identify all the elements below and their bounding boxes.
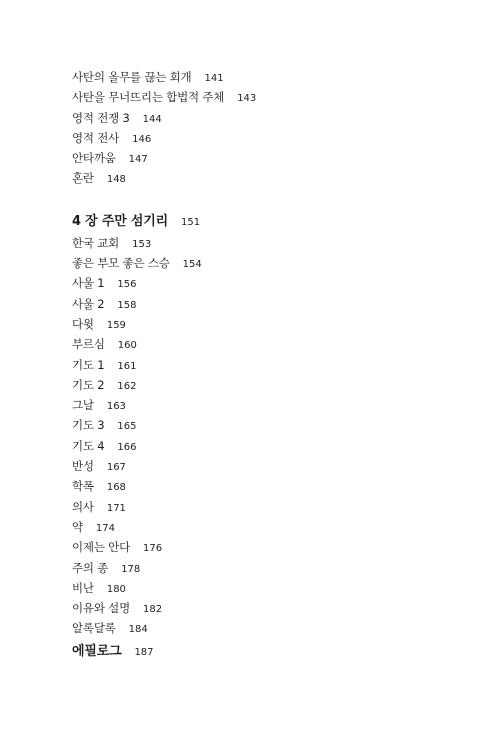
- toc-entry-title: 사울 1: [72, 276, 105, 291]
- toc-entry-page-number: 168: [106, 482, 126, 494]
- toc-entry-page-number: 171: [106, 502, 126, 514]
- toc-entry-page-number: 167: [106, 462, 126, 474]
- toc-entry: [72, 333, 472, 353]
- toc-entry-page-number: 162: [117, 380, 137, 392]
- toc-entry-page-number: 178: [121, 563, 141, 575]
- toc-entry-page-number: 154: [182, 259, 202, 271]
- toc-entry-title: 다윗: [72, 316, 94, 331]
- toc-entry-title: 이제는 안다: [72, 540, 130, 555]
- toc-entry-title: 에필로그: [72, 643, 122, 659]
- toc-entry-page-number: 166: [117, 441, 137, 453]
- toc-entry: [72, 394, 472, 414]
- toc-entry-title: 기도 2: [72, 377, 105, 392]
- toc-entry-title: 사울 2: [72, 296, 105, 311]
- toc-entry: [72, 516, 472, 536]
- toc-entry: [72, 354, 472, 374]
- toc-entry: [72, 252, 472, 272]
- toc-entry-page-number: 182: [143, 604, 163, 616]
- toc-entry-page-number: 184: [128, 624, 148, 636]
- toc-entry-page-number: 148: [106, 174, 126, 186]
- toc-chapter-heading: [72, 208, 472, 232]
- toc-entry-title: 좋은 부모 좋은 스승: [72, 256, 170, 271]
- toc-entry-title: 의사: [72, 499, 94, 514]
- table-of-contents: [72, 66, 472, 662]
- toc-entry-title: 영적 전쟁 3: [72, 110, 130, 125]
- toc-entry-title: 반성: [72, 459, 94, 474]
- section-gap: [72, 188, 472, 208]
- toc-entry: [72, 435, 472, 455]
- toc-entry-page-number: 156: [117, 279, 137, 291]
- toc-entry-page-number: 163: [106, 401, 126, 413]
- toc-entry-title: 사탄을 무너뜨리는 합법적 주체: [72, 90, 225, 105]
- toc-entry-page-number: 147: [128, 154, 148, 166]
- toc-entry: [72, 147, 472, 167]
- toc-entry: [72, 577, 472, 597]
- toc-entry-page-number: 180: [106, 583, 126, 595]
- toc-chapter-heading: [72, 638, 472, 662]
- toc-entry-title: 그날: [72, 398, 94, 413]
- toc-entry-page-number: 176: [143, 543, 163, 555]
- toc-entry-page-number: 153: [132, 238, 152, 250]
- toc-entry-title: 학폭: [72, 479, 94, 494]
- toc-entry-page-number: 151: [180, 216, 201, 228]
- toc-entry: [72, 313, 472, 333]
- toc-entry: [72, 232, 472, 252]
- toc-entry-title: 사탄의 올무를 끊는 회개: [72, 70, 192, 84]
- toc-entry-page-number: 146: [132, 133, 152, 145]
- toc-entry: [72, 475, 472, 495]
- toc-entry-title: 기도 3: [72, 418, 105, 433]
- toc-entry: [72, 597, 472, 617]
- toc-entry-title: 안타까움: [72, 151, 116, 166]
- toc-entry-title: 혼란: [72, 171, 94, 186]
- toc-entry: [72, 293, 472, 313]
- toc-entry-page-number: 161: [117, 360, 137, 372]
- toc-entry-page-number: 144: [142, 113, 162, 125]
- toc-entry-page-number: 141: [204, 73, 224, 84]
- toc-entry-page-number: 159: [106, 319, 126, 331]
- toc-entry-title: 기도 4: [72, 438, 105, 453]
- toc-entry-page-number: 158: [117, 299, 137, 311]
- toc-entry-title: 한국 교회: [72, 235, 120, 250]
- toc-entry-title: 부르심: [72, 337, 105, 352]
- toc-entry-title: 주의 종: [72, 560, 109, 575]
- toc-entry: [72, 455, 472, 475]
- toc-entry: [72, 536, 472, 556]
- toc-entry: [72, 86, 472, 106]
- toc-entry-title: 비난: [72, 580, 94, 595]
- toc-entry-title: 약: [72, 519, 83, 534]
- toc-entry-page-number: 187: [134, 646, 154, 658]
- toc-entry-title: 영적 전사: [72, 130, 120, 145]
- toc-entry: [72, 374, 472, 394]
- toc-entry-page-number: 165: [117, 421, 137, 433]
- toc-entry: [72, 107, 472, 127]
- toc-entry-page-number: 160: [117, 340, 137, 352]
- toc-entry: [72, 557, 472, 577]
- toc-entry-title: 기도 1: [72, 357, 105, 372]
- toc-entry: [72, 127, 472, 147]
- toc-entry-page-number: 143: [237, 93, 257, 105]
- toc-entry: [72, 167, 472, 187]
- toc-entry: [72, 617, 472, 637]
- toc-entry: [72, 414, 472, 434]
- toc-entry: [72, 66, 472, 86]
- toc-entry-title: 4 장 주만 섬기리: [72, 213, 168, 229]
- toc-entry-page-number: 174: [95, 522, 116, 534]
- toc-entry: [72, 496, 472, 516]
- toc-entry-title: 알록달록: [72, 621, 116, 636]
- toc-entry: [72, 272, 472, 292]
- toc-entry-title: 이유와 설명: [72, 601, 130, 616]
